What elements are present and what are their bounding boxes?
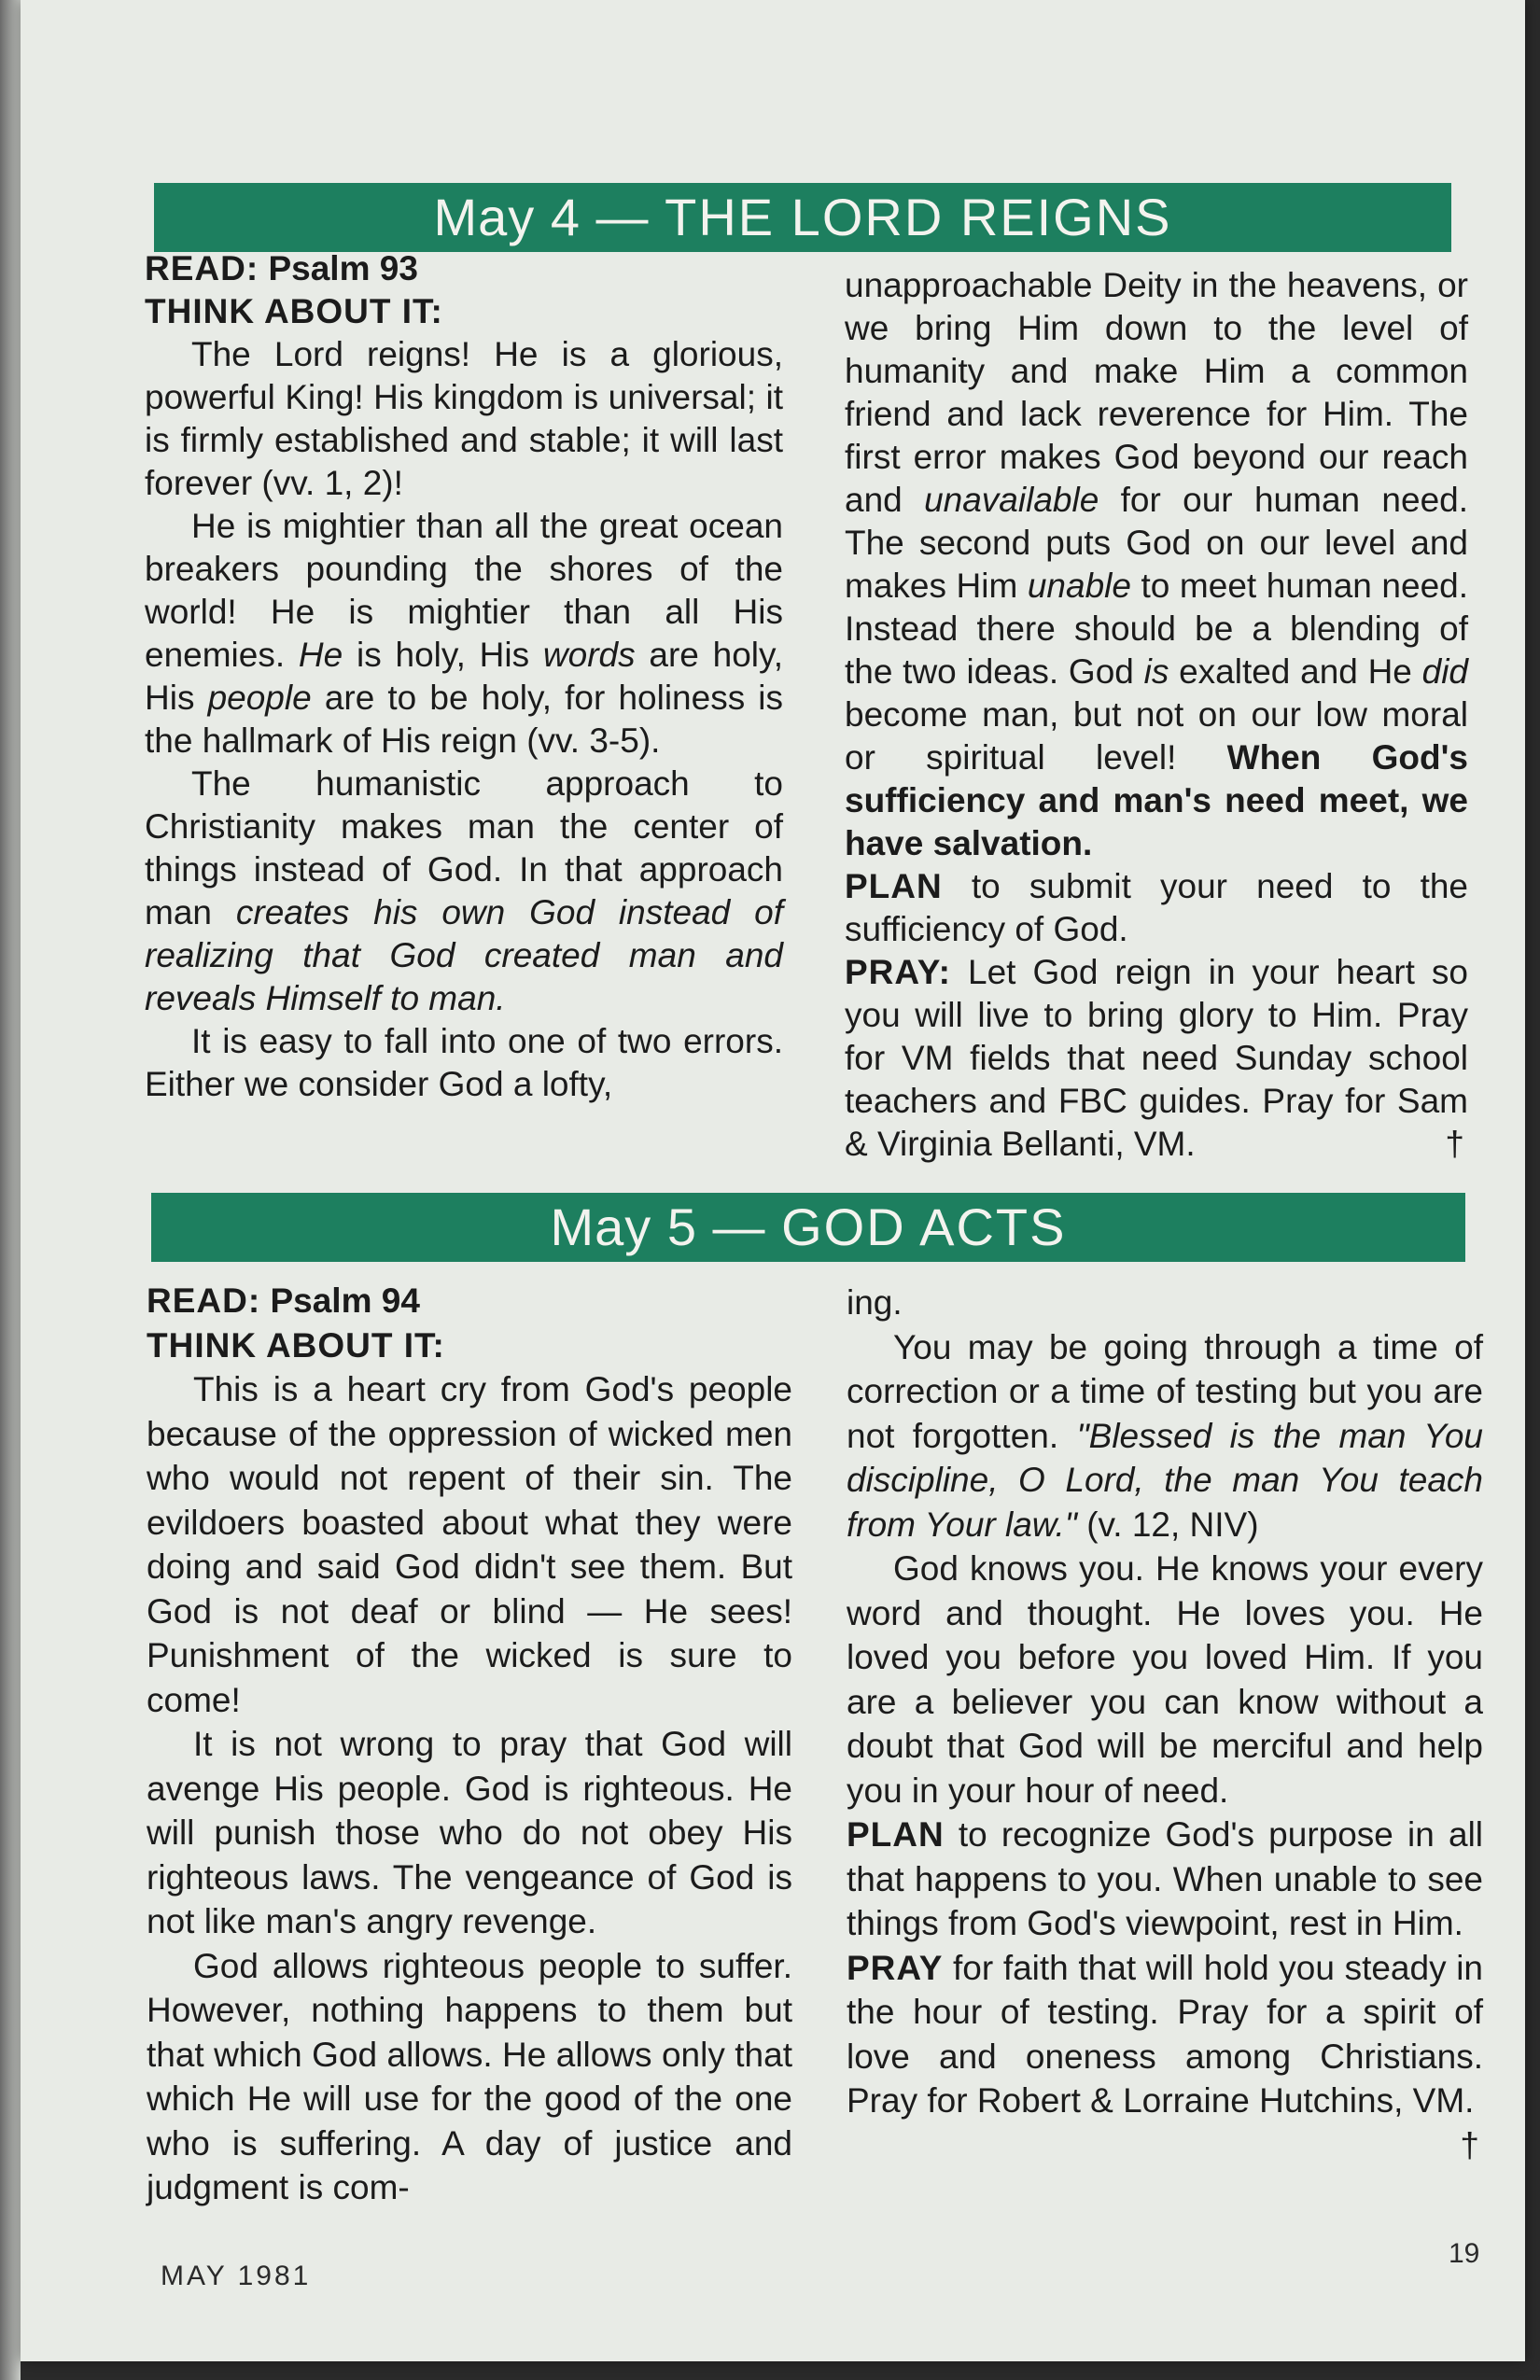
read-line [145, 247, 783, 290]
cross-icon: † [1445, 1125, 1464, 1163]
pray-paragraph: PRAY for faith that will hold you steady in the hour of testing. Pray for a spirit of love and oneness among Christians. Pray for Robert & Lorraine Hutchins, VM. † [847, 1946, 1483, 2123]
paragraph: The humanistic approach to Christianity makes man the center of things instead of God. In that approach man creates his own God instead of realizing that God created man and reveals Himself to man. [145, 764, 783, 1017]
think-line [145, 290, 783, 333]
banner-dash: — [595, 188, 650, 246]
plan-paragraph: PLAN to submit your need to the sufficiency of God. [845, 867, 1469, 948]
section-banner-may-4 [154, 183, 1451, 252]
banner-date: May 5 [550, 1197, 697, 1256]
paragraph: unapproachable Deity in the heavens, or we bring Him down to the level of humanity and make Him a common friend and lack reverence for Him. The first error makes God beyond our reach and unavailable for our human need. The second puts God on our level and makes Him unable to meet human need. Instead there should be a blending of the two ideas. God is exalted and He did become man, but not on our low moral or spiritual level! When God's sufficiency and man's need meet, we have salvation. [845, 266, 1469, 862]
paragraph: He is mightier than all the great ocean breakers pounding the shores of the world! He is mightier than all His enemies. He is holy, His words are holy, His people are to be holy, for holiness is the hallmark of His reign (vv. 3-5). [145, 507, 784, 760]
pray-label: PRAY: [845, 953, 951, 991]
plan-label: PLAN [845, 867, 943, 905]
banner-title: THE LORD REIGNS [665, 188, 1172, 246]
read-label: READ: [145, 249, 259, 287]
banner-title: GOD ACTS [781, 1197, 1067, 1256]
paragraph: God allows righteous people to suffer. However, nothing happens to them but that which God allows. He allows only that which He will use for the good of the one who is suffering. A day of justice and judgment is com- [147, 1946, 792, 2206]
page-number: 19 [1449, 2238, 1480, 2269]
paragraph: It is not wrong to pray that God will avenge His people. God is righteous. He will punish those who do not obey His righteous laws. The vengeance of God is not like man's angry revenge. [147, 1725, 792, 1940]
paragraph: You may be going through a time of correction or a time of testing but you are not forgotten. "Blessed is the man You discipline, O Lord, the man You teach from Your law." (v. 12, NIV) [847, 1327, 1484, 1544]
plan-paragraph: PLAN to recognize God's purpose in all that happens to you. When unable to see things from God's viewpoint, rest in Him. [847, 1815, 1484, 1942]
banner-date: May 4 [433, 188, 581, 246]
may-5-left-column [147, 1279, 792, 2210]
read-line [147, 1279, 792, 1323]
cross-icon: † [1460, 2125, 1479, 2164]
page-edge-shadow [0, 0, 21, 2380]
may-5-right-column [847, 1281, 1483, 2167]
paragraph: The Lord reigns! He is a glorious, powerful King! His kingdom is universal; it is firmly established and stable; it will last forever (vv. 1, 2)! [145, 335, 783, 502]
banner-dash: — [712, 1197, 766, 1256]
key-statement: When God's sufficiency and man's need meet, we have salvation. [845, 738, 1469, 862]
think-label: THINK ABOUT IT: [145, 292, 443, 330]
pray-paragraph: PRAY: Let God reign in your heart so you will live to bring glory to Him. Pray for VM fields that need Sunday school teachers and FBC guides. Pray for Sam & Virginia Bellanti, VM. † [845, 951, 1468, 1166]
plan-label: PLAN [847, 1815, 945, 1854]
paragraph-continuation: ing. [847, 1283, 903, 1322]
read-label: READ: [147, 1281, 261, 1320]
section-banner-may-5 [151, 1193, 1465, 1262]
think-line [147, 1323, 792, 1368]
scripture-quote: "Blessed is the man You discipline, O Lord, the man You teach from Your law." [847, 1416, 1484, 1544]
read-reference: Psalm 93 [268, 249, 418, 287]
pray-label: PRAY [847, 1948, 944, 1987]
devotional-page [21, 0, 1525, 2361]
paragraph: God knows you. He knows your every word and thought. He loves you. He loved you before you loved Him. If you are a believer you can know without a doubt that God will be merciful and help you in your hour of need. [847, 1549, 1483, 1810]
issue-date: MAY 1981 [161, 2261, 312, 2291]
may-4-right-column [845, 264, 1468, 1166]
paragraph: This is a heart cry from God's people because of the oppression of wicked men who would not repent of their sin. The evildoers boasted about what they were doing and said God didn't see them. But God is not deaf or blind — He sees! Punishment of the wicked is sure to come! [147, 1370, 792, 1719]
think-label: THINK ABOUT IT: [147, 1325, 445, 1365]
may-4-left-column [145, 247, 783, 1106]
read-reference: Psalm 94 [270, 1281, 420, 1320]
paragraph: It is easy to fall into one of two errors. Either we consider God a lofty, [145, 1022, 783, 1103]
